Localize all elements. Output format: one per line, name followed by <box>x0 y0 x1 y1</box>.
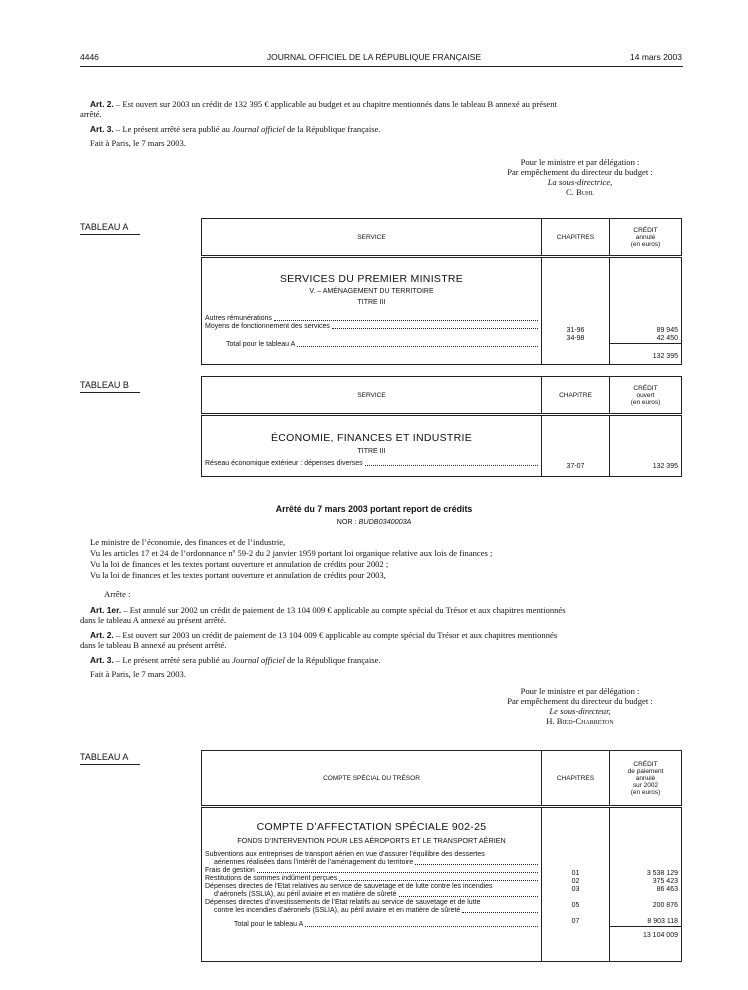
tableau-b1-label: TABLEAU B <box>80 380 129 390</box>
col-credit: CRÉDIT annulé (en euros) <box>610 219 682 257</box>
chapitre-value: 31-96 <box>566 327 585 334</box>
credit-value: 42 450 <box>610 335 681 344</box>
table-row: Subventions aux entreprises de transport aérien en vue d’assurer l’équilibre des dessertes <box>205 851 485 858</box>
table-row: Réseau économique extérieur : dépenses diverses <box>202 460 541 468</box>
decree2-intro-2: Vu les articles 17 et 24 de l’ordonnance nº 59-2 du 2 janvier 1959 portant loi organique relative aux lois de finances ; <box>90 548 493 558</box>
col-service: SERVICE <box>202 377 542 415</box>
table-row-cont: d’aéronefs (SSLIA), au péril aviaire et en matière de sûreté <box>202 891 541 899</box>
col-chapitres: CHAPITRES <box>542 751 610 807</box>
decree1-signature: Pour le ministre et par délégation : Par empêchement du directeur du budget : La sous-directrice, C. Buhl <box>507 157 653 197</box>
header-rule <box>80 66 683 67</box>
credit-value: 375 423 <box>652 878 678 885</box>
tableau-a2 <box>201 750 682 962</box>
chapitre-value: 05 <box>571 902 580 909</box>
section-title: ÉCONOMIE, FINANCES ET INDUSTRIE <box>270 432 473 444</box>
total-value: 13 104 009 <box>642 932 678 939</box>
subsection-title: V. – AMÉNAGEMENT DU TERRITOIRE <box>309 288 434 295</box>
decree2-done-at: Fait à Paris, le 7 mars 2003. <box>90 669 186 679</box>
decree2-intro-1: Le ministre de l’économie, des finances et de l’industrie, <box>90 537 286 547</box>
credit-value: 8 903 118 <box>610 918 681 927</box>
table-row-cont: contre les incendies d’aéronefs (SSLIA), au péril aviaire et en matière de sûreté <box>202 907 541 915</box>
tableau-b1-label-rule <box>80 392 140 393</box>
titre-label: TITRE III <box>357 299 386 306</box>
decree2-nor: NOR : BUDB0340003A <box>336 517 412 526</box>
total-row: Total pour le tableau A <box>202 341 541 349</box>
table-row: Frais de gestion <box>202 867 541 875</box>
credit-value: 132 395 <box>652 463 678 470</box>
decree2-arrete: Arrête : <box>104 589 131 599</box>
total-row: Total pour le tableau A <box>202 921 541 929</box>
titre-label: TITRE III <box>357 448 386 455</box>
decree1-article-2: Art. 2. – Est ouvert sur 2003 un crédit de 132 395 € applicable au budget et au chapitre mentionnés dans le tableau B annexé au présent <box>90 99 557 109</box>
decree2-intro-3: Vu la loi de finances et les textes portant ouverture et annulation de crédits pour 2002 ; <box>90 559 389 569</box>
decree2-article-2-cont: dans le tableau B annexé au présent arrêté. <box>80 640 227 650</box>
decree1-article-2-cont: arrêté. <box>80 109 102 119</box>
tableau-a1-label: TABLEAU A <box>80 222 129 232</box>
section-title: SERVICES DU PREMIER MINISTRE <box>279 273 464 285</box>
table-row: Moyens de fonctionnement des services <box>202 323 541 331</box>
decree2-article-3: Art. 3. – Le présent arrêté sera publié au Journal officiel de la République française. <box>90 655 381 665</box>
col-chapitre: CHAPITRE <box>542 377 610 415</box>
chapitres-cell <box>542 807 610 962</box>
tableau-a1-label-rule <box>80 234 140 235</box>
chapitre-cell <box>542 415 610 477</box>
credit-cell <box>610 807 682 962</box>
page-number: 4446 <box>80 52 99 62</box>
decree2-article-1: Art. 1er. – Est annulé sur 2002 un crédit de paiement de 13 104 009 € applicable au compte spécial du Trésor et aux chapitres mentionnés <box>90 605 566 615</box>
col-credit: CRÉDIT ouvert (en euros) <box>610 377 682 415</box>
tableau-b1-body <box>202 415 542 477</box>
decree2-signature: Pour le ministre et par délégation : Par empêchement du directeur du budget : Le sous-directeur, H. Bied-Charreton <box>507 686 653 726</box>
decree1-article-3: Art. 3. – Le présent arrêté sera publié au Journal officiel de la République française. <box>90 124 381 134</box>
tableau-a2-label: TABLEAU A <box>80 752 129 762</box>
table-row-cont: aériennes réalisées dans l’intérêt de l’aménagement du territoire <box>202 859 541 867</box>
col-service: SERVICE <box>202 219 542 257</box>
decree2-title: Arrêté du 7 mars 2003 portant report de crédits <box>275 504 473 514</box>
credit-cell <box>610 257 682 365</box>
chapitre-value: 34-98 <box>566 335 585 342</box>
chapitre-value: 37-07 <box>566 463 585 470</box>
issue-date: 14 mars 2003 <box>630 52 682 62</box>
chapitre-value: 03 <box>571 886 580 893</box>
chapitre-value: 02 <box>571 878 580 885</box>
tableau-a1 <box>201 218 682 365</box>
decree2-intro-4: Vu la loi de finances et les textes portant ouverture et annulation de crédits pour 2003, <box>90 570 386 580</box>
credit-value: 86 463 <box>656 886 678 893</box>
table-row: Autres rémunérations <box>202 315 541 323</box>
total-value: 132 395 <box>652 353 678 360</box>
tableau-a1-body <box>202 257 542 365</box>
chapitres-cell <box>542 257 610 365</box>
credit-cell <box>610 415 682 477</box>
decree1-done-at: Fait à Paris, le 7 mars 2003. <box>90 138 186 148</box>
chapitre-value: 01 <box>571 870 580 877</box>
table-row: Dépenses directes d’investissements de l’Etat relatifs au service de sauvetage et de lutte <box>205 899 481 906</box>
tableau-a2-label-rule <box>80 764 140 765</box>
tableau-a2-body <box>202 807 542 962</box>
table-row: Restitutions de sommes indûment perçues <box>202 875 541 883</box>
section-title: COMPTE D’AFFECTATION SPÉCIALE 902-25 <box>256 821 487 833</box>
tableau-b1 <box>201 376 682 477</box>
col-chapitres: CHAPITRES <box>542 219 610 257</box>
credit-value: 3 538 129 <box>646 870 678 877</box>
col-credit: CRÉDIT de paiement annulé sur 2002 (en euros) <box>610 751 682 807</box>
journal-title: JOURNAL OFFICIEL DE LA RÉPUBLIQUE FRANÇAISE <box>266 52 482 62</box>
credit-value: 89 945 <box>656 327 678 334</box>
decree2-article-2: Art. 2. – Est ouvert sur 2003 un crédit de paiement de 13 104 009 € applicable au compte spécial du Trésor et aux chapitres mentionnés <box>90 630 558 640</box>
col-compte: COMPTE SPÉCIAL DU TRÉSOR <box>202 751 542 807</box>
credit-value: 200 876 <box>652 902 678 909</box>
table-row: Dépenses directes de l’Etat relatives au service de sauvetage et de lutte contre les incendies <box>205 883 493 890</box>
subsection-title: FONDS D’INTERVENTION POUR LES AÉROPORTS ET LE TRANSPORT AÉRIEN <box>237 836 506 845</box>
decree2-article-1-cont: dans le tableau A annexé au présent arrêté. <box>80 615 227 625</box>
chapitre-value: 07 <box>571 918 580 925</box>
